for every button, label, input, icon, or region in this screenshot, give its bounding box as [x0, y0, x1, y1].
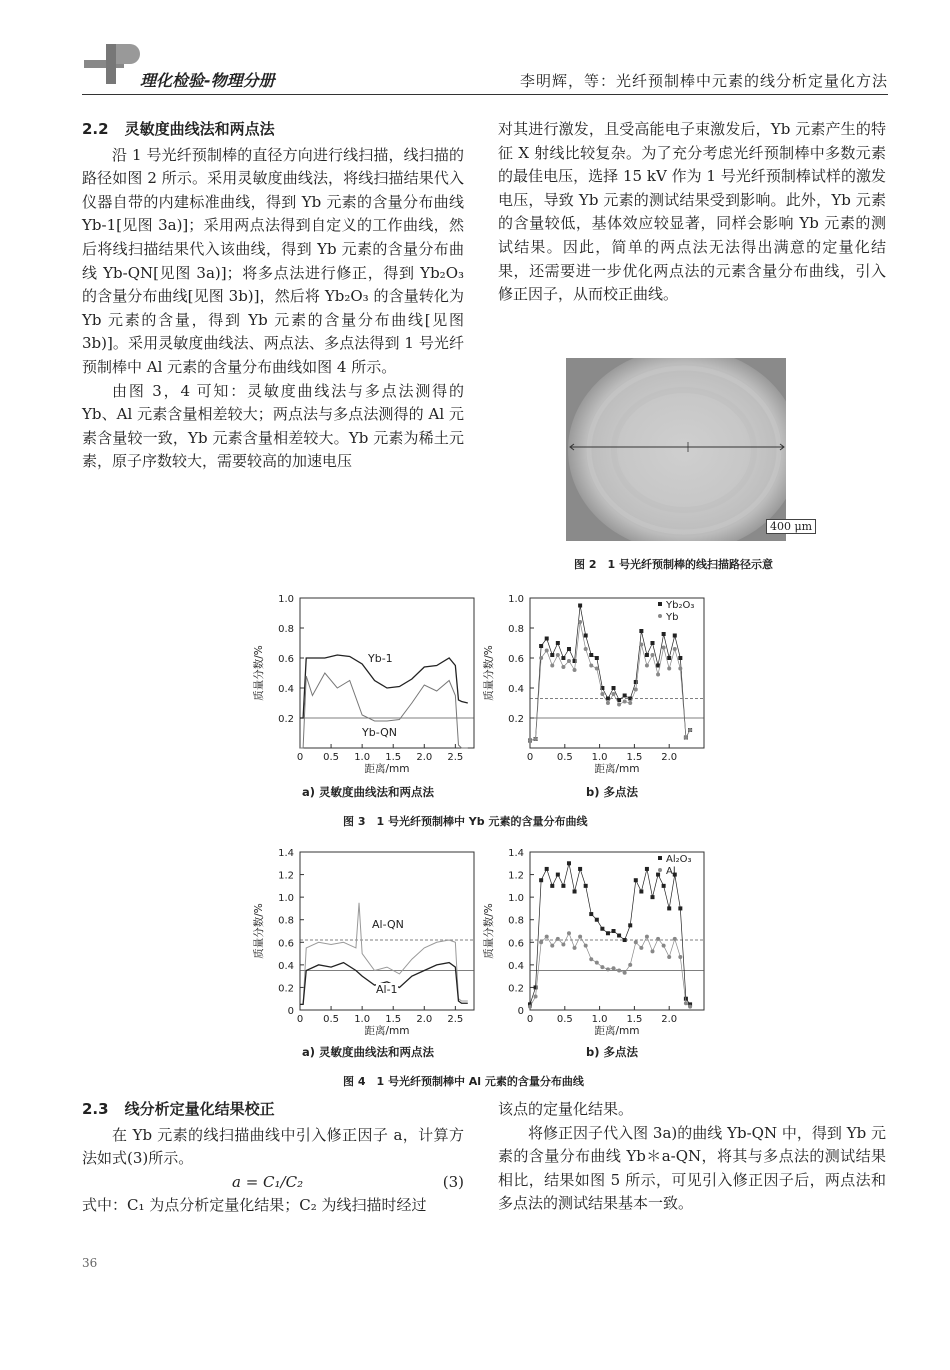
data-point: [673, 647, 677, 651]
x-tick-label: 1.5: [385, 1014, 402, 1025]
data-point: [534, 994, 538, 998]
data-point: [567, 647, 571, 651]
data-point: [678, 667, 682, 671]
data-point: [688, 728, 692, 732]
data-point: [589, 664, 593, 668]
y-axis-label: 质量分数/%: [483, 903, 495, 959]
data-point: [545, 935, 549, 939]
y-axis-label: 质量分数/%: [253, 903, 265, 959]
left-column-bottom: [82, 1098, 464, 1218]
data-point: [556, 641, 560, 645]
data-point: [656, 937, 660, 941]
y-tick-label: 0.8: [278, 915, 294, 927]
legend-marker: [658, 856, 662, 860]
data-point: [584, 647, 588, 651]
data-point: [684, 736, 688, 740]
figure2-scalebar: 400 μm: [766, 519, 816, 534]
x-tick-label: 1.5: [626, 1014, 643, 1025]
data-point: [545, 649, 549, 653]
figure4b-subcaption: b) 多点法: [586, 1045, 638, 1059]
data-point: [656, 873, 660, 877]
x-tick-label: 1.0: [354, 752, 371, 763]
data-point: [550, 653, 554, 657]
data-point: [539, 940, 543, 944]
data-point: [678, 955, 682, 959]
data-point: [650, 949, 654, 953]
x-tick-label: 0.5: [556, 752, 573, 763]
y-tick-label: 0.2: [278, 714, 294, 725]
x-axis-label: 距离/mm: [364, 1025, 410, 1037]
x-tick-label: 2.0: [661, 1014, 678, 1025]
y-tick-label: 0.8: [508, 624, 524, 635]
x-axis-label: 距离/mm: [594, 1025, 640, 1037]
data-point: [634, 688, 638, 692]
data-point: [600, 692, 604, 696]
fig4a-label-al1: Al-1: [376, 983, 398, 996]
y-tick-label: 1.0: [278, 893, 294, 905]
data-point: [561, 656, 565, 660]
data-point: [567, 861, 571, 865]
data-point: [595, 656, 599, 660]
legend-label: Al₂O₃: [666, 854, 692, 865]
data-point: [673, 937, 677, 941]
legend-label: Al: [666, 866, 676, 877]
data-point: [550, 944, 554, 948]
fig3a-label-yb1: Yb-1: [368, 652, 393, 665]
figure4-caption: 图 4 1 号光纤预制棒中 Al 元素的含量分布曲线: [343, 1075, 584, 1088]
x-tick-label: 2.0: [416, 1014, 433, 1025]
figure4a-subcaption: a) 灵敏度曲线法和两点法: [302, 1045, 435, 1059]
y-tick-label: 1.0: [508, 594, 524, 605]
running-title: 李明辉，等：光纤预制棒中元素的线分析定量化方法: [519, 72, 888, 90]
data-point: [595, 961, 599, 965]
y-tick-label: 0: [287, 1006, 294, 1017]
data-point: [567, 931, 571, 935]
x-tick-label: 0.5: [323, 752, 340, 763]
data-point: [645, 867, 649, 871]
x-tick-label: 2.0: [416, 752, 433, 763]
data-point: [684, 997, 688, 1001]
x-tick-label: 1.0: [591, 1014, 608, 1025]
data-point: [645, 653, 649, 657]
section-2-2-heading: 2.2 灵敏度曲线法和两点法: [82, 120, 275, 138]
x-tick-label: 1.5: [626, 752, 643, 763]
data-point: [623, 938, 627, 942]
equation-3-number: (3): [442, 1172, 464, 1191]
data-point: [628, 701, 632, 705]
data-point: [606, 697, 610, 701]
data-point: [528, 1005, 532, 1009]
figure2-micrograph: [566, 358, 786, 541]
data-point: [678, 656, 682, 660]
data-point: [589, 957, 593, 961]
data-point: [650, 895, 654, 899]
y-tick-label: 0.4: [508, 684, 524, 695]
y-tick-label: 0.6: [508, 654, 524, 665]
data-point: [662, 632, 666, 636]
data-point: [556, 937, 560, 941]
equation-3-body: a = C₁/C₂: [232, 1172, 304, 1191]
right-column-bottom: [498, 1098, 886, 1216]
legend-label: Yb₂O₃: [666, 600, 695, 611]
data-point: [684, 1001, 688, 1005]
data-point: [600, 927, 604, 931]
y-tick-label: 0.4: [508, 960, 524, 972]
x-tick-label: 2.5: [447, 1014, 464, 1025]
x-tick-label: 0.5: [556, 1014, 573, 1025]
data-point: [578, 604, 582, 608]
data-point: [639, 629, 643, 633]
data-point: [545, 867, 549, 871]
data-point: [589, 912, 593, 916]
data-point: [678, 906, 682, 910]
data-point: [578, 935, 582, 939]
y-tick-label: 0.6: [278, 938, 294, 950]
figure3a-chart: [248, 588, 488, 778]
fig3a-label-ybqn: Yb-QN: [362, 726, 397, 739]
data-point: [650, 653, 654, 657]
y-tick-label: 0.2: [278, 983, 294, 995]
figure4b-chart: [478, 842, 718, 1040]
y-tick-label: 0: [517, 1006, 524, 1017]
figure4a-chart: [248, 842, 488, 1040]
y-tick-label: 1.2: [508, 870, 524, 882]
data-point: [639, 890, 643, 894]
data-point: [645, 664, 649, 668]
data-point: [639, 946, 643, 950]
section-2-3-para2: 式中：C₁ 为点分析定量化结果；C₂ 为线扫描时经过: [82, 1196, 427, 1215]
header-rule: [82, 94, 888, 95]
series-line-1: [530, 622, 690, 741]
data-point: [556, 653, 560, 657]
data-point: [612, 929, 616, 933]
data-point: [550, 664, 554, 668]
data-point: [628, 963, 632, 967]
data-point: [573, 668, 577, 672]
data-point: [612, 686, 616, 690]
x-tick-label: 1.0: [591, 752, 608, 763]
y-tick-label: 0.8: [508, 915, 524, 927]
data-point: [550, 884, 554, 888]
data-point: [595, 918, 599, 922]
data-point: [639, 643, 643, 647]
left-column-top: [82, 118, 464, 474]
legend-marker: [658, 602, 662, 606]
data-point: [606, 931, 610, 935]
data-point: [634, 878, 638, 882]
data-point: [539, 656, 543, 660]
x-tick-label: 2.5: [447, 752, 464, 763]
data-point: [623, 971, 627, 975]
data-point: [662, 884, 666, 888]
data-point: [606, 701, 610, 705]
section-2-2-para1: 沿 1 号光纤预制棒的直径方向进行线扫描，线扫描的路径如图 2 所示。采用灵敏度曲线法，将线扫描结果代入仪器自带的内建标准曲线，得到 Yb 元素的含量分布曲线 Yb-1[见图 3a)]；采用两点法得到自定义的工作曲线，然后将线扫描结果代入该曲线，得到 Yb 元素的含量分布曲线 Yb-QN[见图 3a)]；将多点法进行修正，得到 Yb₂O₃ 的含量分布曲线[见图 3b)]，然后将 Yb₂O₃ 的含量转化为 Yb 元素的含量，得到 Yb 元素的含量分布曲线[见图 3b)]。采用灵敏度曲线法、两点法、多点法得到 1 号光纤预制棒中 Al 元素的含量分布曲线如图 4 所示。: [82, 145, 464, 376]
data-point: [645, 935, 649, 939]
section-2-3-para1: 在 Yb 元素的线扫描曲线中引入修正因子 a，计算方法如式(3)所示。: [82, 1125, 464, 1168]
data-point: [545, 637, 549, 641]
data-point: [578, 620, 582, 624]
y-tick-label: 1.0: [278, 594, 294, 605]
section-2-2-para2: 由图 3，4 可知：灵敏度曲线法与多点法测得的 Yb、Al 元素含量相差较大；两点法与多点法测得的 Al 元素含量较一致，Yb 元素含量相差较大。Yb 元素为稀土元素，原子序数较大，需要较高的加速电压: [82, 381, 464, 471]
equation-3: [82, 1171, 464, 1195]
data-point: [584, 884, 588, 888]
right-column-top: [498, 118, 886, 307]
data-point: [688, 1005, 692, 1009]
data-point: [617, 703, 621, 707]
data-point: [561, 884, 565, 888]
data-point: [617, 969, 621, 973]
x-tick-label: 0: [526, 1014, 534, 1025]
y-tick-label: 1.4: [508, 848, 524, 859]
figure2-caption: 图 2 1 号光纤预制棒的线扫描路径示意: [574, 558, 773, 571]
page-number: 36: [82, 1256, 98, 1270]
y-tick-label: 0.6: [278, 654, 294, 665]
data-point: [561, 665, 565, 669]
y-axis-label: 质量分数/%: [253, 645, 265, 701]
y-tick-label: 1.4: [278, 848, 294, 859]
data-point: [623, 694, 627, 698]
y-tick-label: 0.4: [278, 960, 294, 972]
data-point: [589, 653, 593, 657]
data-point: [612, 692, 616, 696]
section-2-3-heading: 2.3 线分析定量化结果校正: [82, 1100, 275, 1118]
y-tick-label: 0.4: [278, 684, 294, 695]
x-tick-label: 1.5: [385, 752, 402, 763]
x-axis-label: 距离/mm: [364, 763, 410, 775]
y-tick-label: 0.8: [278, 624, 294, 635]
x-tick-label: 1.0: [354, 1014, 371, 1025]
y-tick-label: 0.2: [508, 983, 524, 995]
journal-logo: [84, 42, 144, 86]
data-point: [539, 878, 543, 882]
data-point: [534, 737, 538, 741]
series-line-0: [530, 606, 690, 741]
data-point: [667, 667, 671, 671]
data-point: [606, 967, 610, 971]
data-point: [528, 739, 532, 743]
figure3a-subcaption: a) 灵敏度曲线法和两点法: [302, 785, 435, 799]
figure3-caption: 图 3 1 号光纤预制棒中 Yb 元素的含量分布曲线: [343, 815, 588, 828]
data-point: [567, 659, 571, 663]
data-point: [595, 667, 599, 671]
data-point: [573, 890, 577, 894]
journal-name: 理化检验-物理分册: [140, 71, 275, 90]
data-point: [667, 656, 671, 660]
data-point: [623, 700, 627, 704]
data-point: [662, 646, 666, 650]
legend-marker: [658, 614, 662, 618]
data-point: [667, 906, 671, 910]
data-point: [584, 634, 588, 638]
data-point: [634, 940, 638, 944]
x-tick-label: 0: [296, 752, 304, 763]
y-tick-label: 0.2: [508, 714, 524, 725]
data-point: [584, 944, 588, 948]
data-point: [650, 641, 654, 645]
fig4a-label-alqn: Al-QN: [372, 918, 404, 931]
data-point: [656, 673, 660, 677]
section-2-3-para4: 将修正因子代入图 3a)的曲线 Yb-QN 中，得到 Yb 元素的含量分布曲线 Yb＊a-QN，将其与多点法的测试结果相比，结果如图 5 所示，可见引入修正因子后，两点法和多点法的测试结果基本一致。: [498, 1123, 886, 1213]
legend-label: Yb: [666, 612, 679, 623]
y-axis-label: 质量分数/%: [483, 645, 495, 701]
data-point: [578, 867, 582, 871]
legend-marker: [658, 868, 662, 872]
y-tick-label: 0.6: [508, 938, 524, 950]
data-point: [612, 966, 616, 970]
data-point: [573, 946, 577, 950]
data-point: [556, 873, 560, 877]
data-point: [673, 634, 677, 638]
data-point: [662, 944, 666, 948]
x-tick-label: 2.0: [661, 752, 678, 763]
data-point: [600, 965, 604, 969]
y-tick-label: 1.0: [508, 893, 524, 905]
section-2-3-para3: 该点的定量化结果。: [498, 1100, 634, 1118]
x-tick-label: 0: [526, 752, 534, 763]
x-axis-label: 距离/mm: [594, 763, 640, 775]
data-point: [667, 955, 671, 959]
x-tick-label: 0.5: [323, 1014, 340, 1025]
section-2-2-para3: 对其进行激发，且受高能电子束激发后，Yb 元素产生的特征 X 射线比较复杂。为了充分考虑光纤预制棒中多数元素的最佳电压，选择 15 kV 作为 1 号光纤预制棒试样的激发电压，导致 Yb 元素的测试结果受到影响。此外，Yb 元素的含量较低，基体效应较显著，同样会影响 Yb 元素的测试结果。因此，简单的两点法无法得出满意的定量化结果，还需要进一步优化两点法的元素含量分布曲线，引入修正因子，从而校正曲线。: [498, 120, 886, 304]
data-point: [539, 644, 543, 648]
data-point: [561, 943, 565, 947]
figure3b-chart: [478, 588, 718, 778]
series-line-1: [530, 933, 690, 1006]
figure3b-subcaption: b) 多点法: [586, 785, 638, 799]
data-point: [628, 923, 632, 927]
y-tick-label: 1.2: [278, 870, 294, 882]
x-tick-label: 0: [296, 1014, 304, 1025]
data-point: [617, 934, 621, 938]
